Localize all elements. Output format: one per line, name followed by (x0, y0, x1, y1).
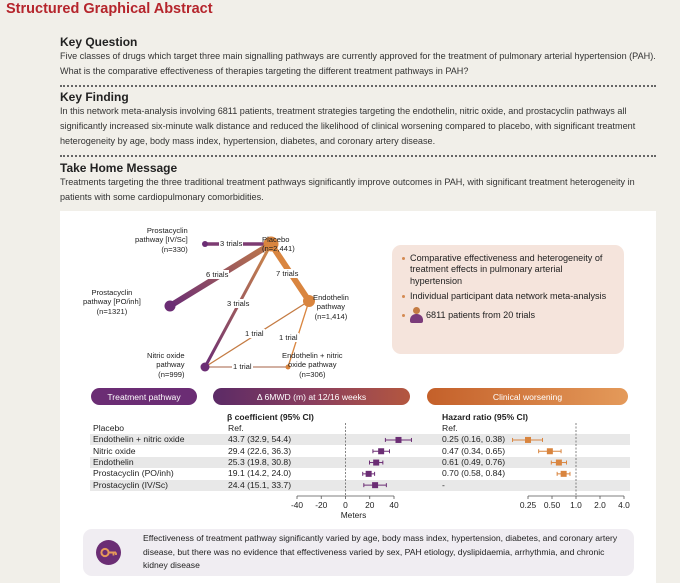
row-hr: Ref. (442, 423, 458, 433)
edge-label-no-placebo: 3 trials (227, 299, 250, 308)
row-pathway: Prostacyclin (IV/Sc) (93, 479, 168, 490)
forest-plots (60, 211, 656, 529)
info-text: Individual participant data network meta-analysis (410, 291, 607, 302)
pill-clinical-worsening: Clinical worsening (427, 388, 628, 405)
point-estimate (378, 448, 384, 454)
row-beta: 19.1 (14.2, 24.0) (228, 468, 292, 479)
x-tick-label: 0.25 (519, 500, 537, 510)
edge-label-combo-end: 1 trial (279, 333, 298, 342)
row-pathway: Endothelin + nitric oxide (93, 434, 185, 445)
row-beta: 29.4 (22.6, 36.3) (228, 445, 292, 456)
take-home-text: Treatments targeting the three traditional treatment pathways significantly improve outcomes in PAH, with significant treatment heterogeneity in patients with some cardiopulmonary comorbidities. (60, 177, 635, 202)
take-home-section (60, 161, 656, 205)
node-label-prostacyclin-iv: Prostacyclin pathway [IV/Sc] (n=330) (135, 226, 188, 254)
node-label-combo: Endothelin + nitric oxide pathway (n=306) (282, 351, 343, 379)
row-hr: 0.70 (0.58, 0.84) (442, 468, 506, 479)
row-pathway: Endothelin (93, 456, 134, 467)
row-beta: 24.4 (15.1, 33.7) (228, 479, 292, 490)
info-text: 6811 patients from 20 trials (426, 309, 536, 320)
point-estimate (372, 482, 378, 488)
x-tick-label: 4.0 (618, 500, 630, 510)
row-beta: 43.7 (32.9, 54.4) (228, 434, 292, 445)
pill-6mwd: Δ 6MWD (m) at 12/16 weeks (213, 388, 410, 405)
key-question-heading: Key Question (60, 35, 138, 49)
x-axis-label: Meters (340, 510, 367, 520)
column-header-hr: Hazard ratio (95% CI) (442, 412, 528, 422)
point-estimate (525, 437, 531, 443)
x-tick-label: 2.0 (594, 500, 606, 510)
footer-box (83, 529, 634, 576)
row-hr: 0.25 (0.16, 0.38) (442, 434, 506, 445)
footer-text: Effectiveness of treatment pathway significantly varied by age, body mass index, hypertension, diabetes, and coronary artery disease, but there was no evidence that effectiveness varied by sex, PAH etiology, dyslipidaemia, arrhythmia, and chronic kidney disease (143, 533, 618, 570)
node-label-prostacyclin-po: Prostacyclin pathway [PO/inh] (n=1321) (83, 288, 141, 316)
node-label-nitric-oxide: Nitric oxide pathway (n=999) (147, 351, 185, 379)
node-label-placebo: Placebo (n=2,441) (262, 235, 295, 254)
key-icon (96, 540, 121, 565)
x-tick-label: 1.0 (570, 500, 582, 510)
x-tick-label: 0 (343, 500, 348, 510)
pill-treatment-pathway: Treatment pathway (91, 388, 197, 405)
x-tick-label: -40 (290, 500, 304, 510)
edge-label-iv-placebo: 3 trials (220, 239, 243, 248)
x-tick-label: 40 (389, 500, 399, 510)
key-finding-text: In this network meta-analysis involving 6811 patients, treatment strategies targeting the endothelin, nitric oxide, and prostacyclin pathways all significantly increased six-minute walk distance and reduced the likelihood of clinical worsening compared to placebo, with significant treatment heterogeneity by age, body mass index, hypertension, diabetes, and coronary artery disease. (60, 106, 636, 146)
key-finding-section (60, 90, 656, 149)
row-beta: 25.3 (19.8, 30.8) (228, 456, 292, 467)
take-home-heading: Take Home Message (60, 161, 178, 175)
point-estimate (556, 460, 562, 466)
row-beta: Ref. (228, 423, 244, 433)
graphical-panel (60, 211, 656, 583)
info-text: Comparative effectiveness and heterogeneity of treatment effects in pulmonary arterial hypertension (410, 253, 603, 286)
x-tick-label: -20 (315, 500, 328, 510)
edge-label-end-placebo: 7 trials (276, 269, 299, 278)
edge-label-po-placebo: 6 trials (206, 270, 229, 279)
key-question-section (60, 35, 656, 79)
row-hr: 0.61 (0.49, 0.76) (442, 456, 506, 467)
point-estimate (366, 471, 372, 477)
node-label-endothelin: Endothelin pathway (n=1,414) (313, 293, 349, 321)
point-estimate (547, 448, 553, 454)
point-estimate (373, 460, 379, 466)
x-tick-label: 0.50 (543, 500, 561, 510)
edge-label-no-end: 1 trial (245, 329, 264, 338)
abstract-title: Structured Graphical Abstract (6, 1, 213, 17)
divider (60, 85, 656, 87)
divider (60, 155, 656, 157)
point-estimate (395, 437, 401, 443)
row-pathway: Prostacyclin (PO/inh) (93, 468, 174, 479)
key-question-text: Five classes of drugs which target three main signalling pathways are currently approved for the treatment of pulmonary arterial hypertension (PAH). What is the comparative effectiveness of therapies targeting the different treatment pathways in PAH? (60, 51, 656, 76)
row-hr: 0.47 (0.34, 0.65) (442, 445, 506, 456)
point-estimate (561, 471, 567, 477)
row-pathway: Nitric oxide (93, 445, 136, 456)
column-header-beta: β coefficient (95% CI) (227, 412, 314, 422)
row-pathway: Placebo (93, 423, 125, 433)
row-hr: - (442, 479, 445, 490)
key-finding-heading: Key Finding (60, 90, 129, 104)
edge-label-no-combo: 1 trial (233, 362, 252, 371)
x-tick-label: 20 (365, 500, 375, 510)
